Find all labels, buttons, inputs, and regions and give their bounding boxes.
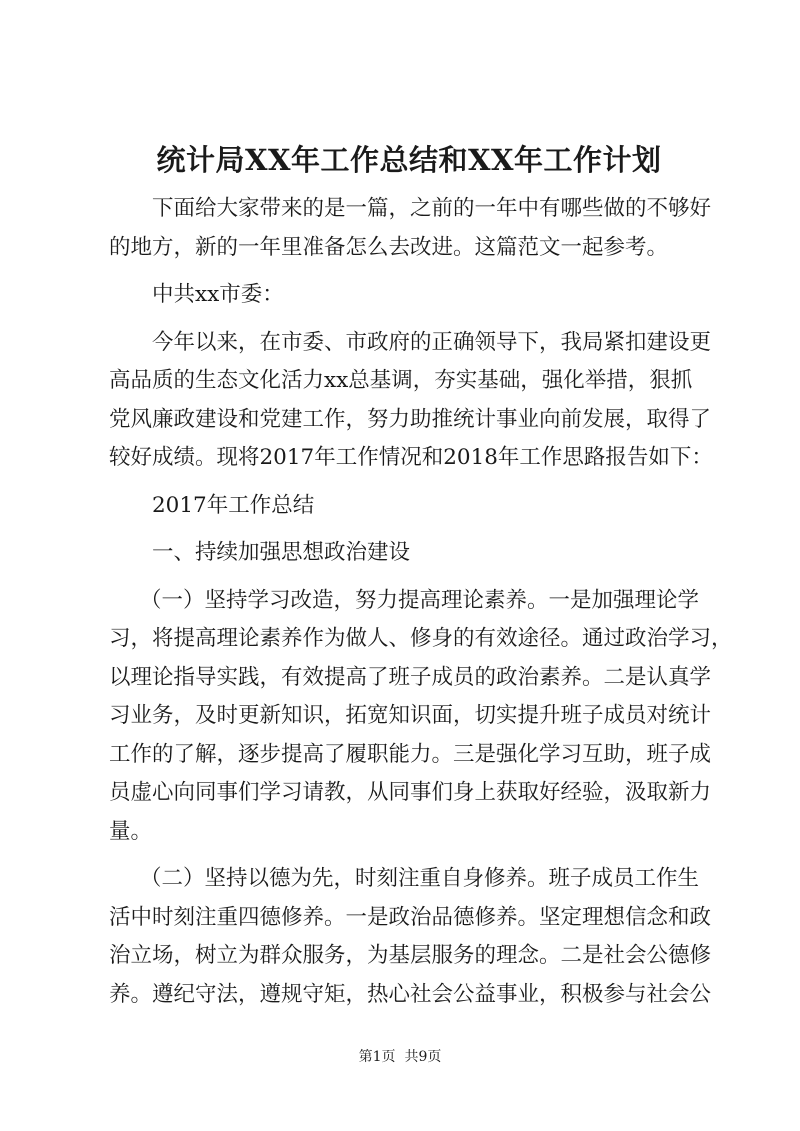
opening-paragraph bbox=[109, 324, 713, 478]
paragraph-virtue bbox=[109, 860, 712, 1014]
text-line: 党风廉政建设和党建工作，努力助推统计事业向前发展，取得了 bbox=[109, 406, 712, 432]
subsection-heading: 一、持续加强思想政治建设 bbox=[152, 540, 411, 565]
text-line: 工作的了解，逐步提高了履职能力。三是强化学习互助，班子成 bbox=[109, 741, 712, 767]
text-line: （二）坚持以德为先，时刻注重自身修养。班子成员工作生 bbox=[140, 866, 700, 891]
page-footer: 第1页 共9页 bbox=[358, 1049, 442, 1065]
text-line: 较好成绩。现将2017年工作情况和2018年工作思路报告如下： bbox=[109, 445, 713, 470]
text-line: 治立场，树立为群众服务，为基层服务的理念。二是社会公德修 bbox=[109, 943, 712, 968]
text-line: 以理论指导实践，有效提高了班子成员的政治素养。二是认真学 bbox=[109, 664, 712, 690]
salutation: 中共xx市委： bbox=[152, 282, 284, 307]
text-line: （一）坚持学习改造，努力提高理论素养。一是加强理论学 bbox=[140, 587, 700, 613]
text-line: 习业务，及时更新知识，拓宽知识面，切实提升班子成员对统计 bbox=[109, 703, 712, 728]
text-line: 养。遵纪守法，遵规守矩，热心社会公益事业，积极参与社会公 bbox=[109, 981, 712, 1007]
text-line: 高品质的生态文化活力xx总基调，夯实基础，强化举措，狠抓 bbox=[109, 368, 693, 393]
document-title: 统计局XX年工作总结和XX年工作计划 bbox=[156, 143, 662, 177]
text-line: 活中时刻注重四德修养。一是政治品德修养。坚定理想信念和政 bbox=[109, 904, 712, 930]
text-line: 下面给大家带来的是一篇，之前的一年中有哪些做的不够好 bbox=[152, 196, 712, 221]
text-line: 的地方，新的一年里准备怎么去改进。这篇范文一起参考。 bbox=[109, 234, 669, 260]
text-line: 员虚心向同事们学习请教，从同事们身上获取好经验，汲取新力 bbox=[109, 780, 712, 805]
text-line: 量。 bbox=[109, 818, 153, 844]
intro-paragraph bbox=[109, 190, 712, 267]
section-heading: 2017年工作总结 bbox=[152, 492, 315, 518]
paragraph-study bbox=[109, 582, 733, 852]
text-line: 习，将提高理论素养作为做人、修身的有效途径。通过政治学习， bbox=[109, 626, 733, 651]
text-line: 今年以来，在市委、市政府的正确领导下，我局紧扣建设更 bbox=[152, 329, 712, 355]
document-page bbox=[109, 138, 733, 1014]
